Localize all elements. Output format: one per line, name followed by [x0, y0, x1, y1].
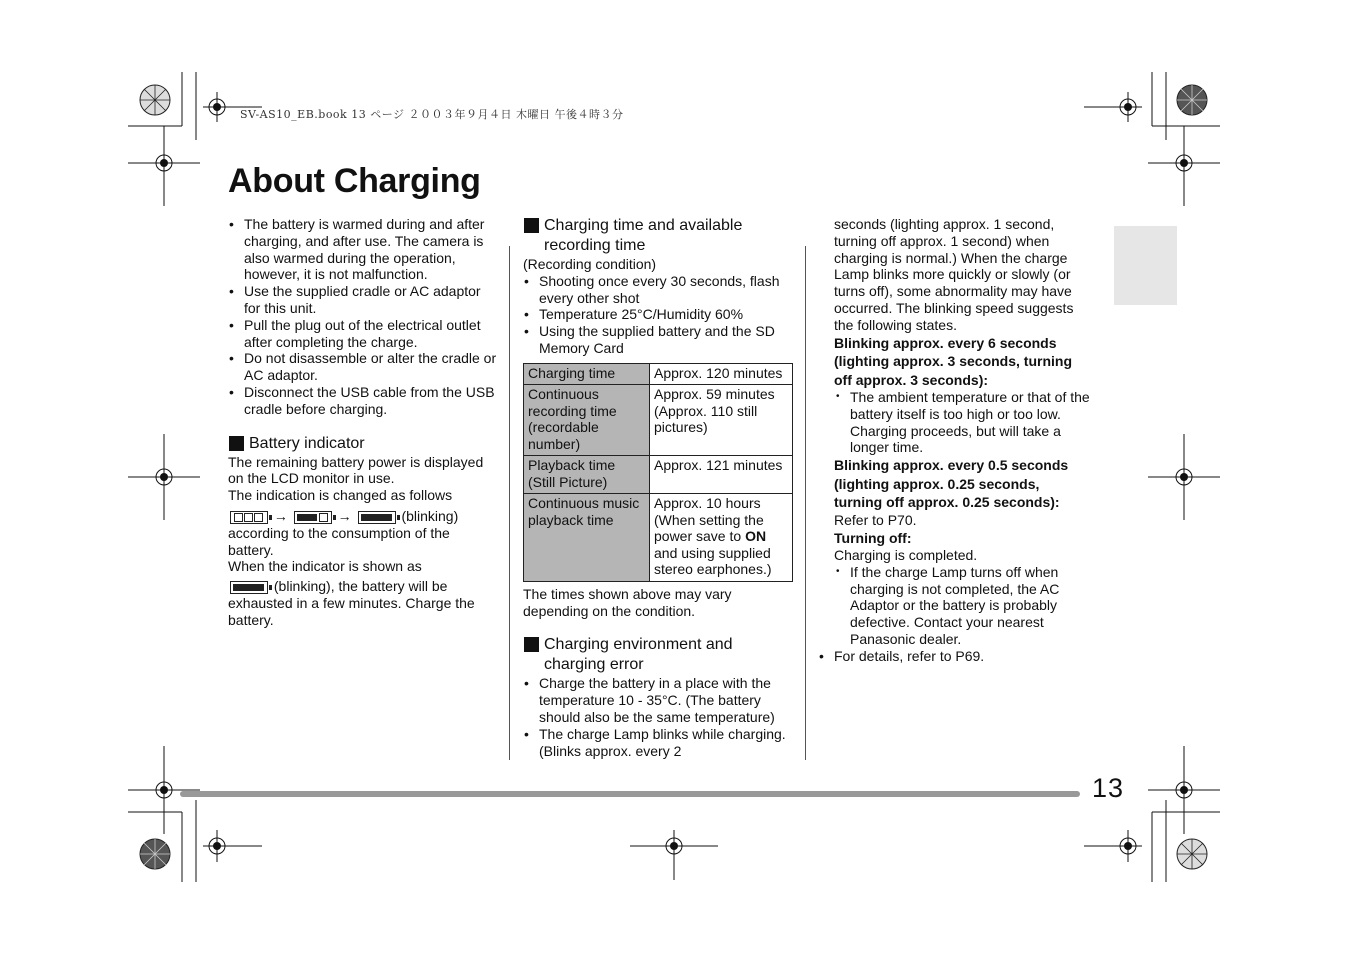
- table-row: [524, 385, 793, 456]
- page-number: 13: [1092, 773, 1125, 803]
- list-item: • Shooting once every 30 seconds, flash every other shot: [523, 273, 795, 307]
- list-item: • Use the supplied cradle or AC adaptor for this unit.: [228, 283, 498, 317]
- column-1: [228, 216, 498, 629]
- environment-list: [523, 675, 795, 759]
- blink-05s-heading: Blinking approx. every 0.5 seconds (lighting approx. 0.25 seconds, turning off approx. 0.25 seconds):: [834, 457, 1069, 511]
- precautions-list: [228, 216, 498, 418]
- section-square-icon: [229, 436, 244, 451]
- section-tab: [1114, 226, 1177, 305]
- battery-half-icon: [294, 511, 332, 524]
- footer-rule: [180, 791, 1080, 797]
- section-square-icon: [524, 218, 539, 233]
- table-cell-label: Playback time (Still Picture): [524, 456, 650, 494]
- table-cell-value: Approx. 10 hours (When setting the power save to ON and using supplied stereo earphones.): [650, 494, 793, 582]
- list-item: • Using the supplied battery and the SD Memory Card: [523, 323, 795, 357]
- blink-6s-list: [834, 389, 1090, 456]
- list-item: • If the charge Lamp turns off when charging is not completed, the AC Adaptor or the battery is probably defective. Contact your nearest Panasonic dealer.: [834, 564, 1090, 648]
- list-item: • The battery is warmed during and after charging, and after use. The camera is also warmed during the operation, however, it is not malfunction.: [228, 216, 498, 283]
- battery-low-icon: [358, 511, 396, 524]
- continued-paragraph: seconds (lighting approx. 1 second, turning off approx. 1 second) when charging is normal.) When the charge Lamp blinks more quickly or slowly (or turns off), some abnormality may have occurred. The blinking speed suggests the following states.: [834, 216, 1074, 333]
- battery-paragraph-3: according to the consumption of the battery.: [228, 524, 450, 558]
- list-item: • Temperature 25°C/Humidity 60%: [523, 306, 795, 323]
- list-item: • Charge the battery in a place with the temperature 10 - 35°C. (The battery should also be the same temperature): [523, 675, 795, 725]
- column-divider-2: [805, 246, 806, 760]
- table-cell-value: Approx. 59 minutes (Approx. 110 still pictures): [650, 385, 793, 456]
- charging-environment-heading: Charging environment and charging error: [523, 635, 795, 675]
- table-row: [524, 494, 793, 582]
- column-2: [523, 216, 795, 759]
- turning-off-text: Charging is completed.: [834, 547, 978, 564]
- battery-indicator-heading: Battery indicator: [228, 434, 498, 454]
- charging-time-heading: Charging time and available recording time: [523, 216, 795, 256]
- charging-time-table: [523, 363, 793, 582]
- details-list: [818, 648, 1090, 665]
- table-cell-label: Continuous recording time (recordable number): [524, 385, 650, 456]
- table-cell-value: Approx. 121 minutes: [650, 456, 793, 494]
- column-divider-1: [509, 246, 510, 760]
- table-cell-value: Approx. 120 minutes: [650, 363, 793, 385]
- table-row: [524, 456, 793, 494]
- table-cell-label: Continuous music playback time: [524, 494, 650, 582]
- list-item: • The ambient temperature or that of the battery itself is too high or too low. Charging proceeds, but will take a longer time.: [834, 389, 1090, 456]
- column-3: [834, 216, 1090, 665]
- battery-empty-icon: [230, 581, 268, 594]
- table-cell-label: Charging time: [524, 363, 650, 385]
- battery-paragraph-4: When the indicator is shown as: [228, 558, 422, 575]
- refer-p70: Refer to P70.: [834, 511, 917, 528]
- list-item: • The charge Lamp blinks while charging. (Blinks approx. every 2: [523, 726, 795, 760]
- recording-condition: (Recording condition): [523, 256, 657, 272]
- turning-off-heading: Turning off:: [834, 529, 912, 546]
- conditions-list: [523, 273, 795, 357]
- battery-paragraph-5: (blinking), the battery will be exhausted in a few minutes. Charge the battery.: [228, 578, 475, 628]
- blink-6s-heading: Blinking approx. every 6 seconds (lighting approx. 3 seconds, turning off approx. 3 seconds):: [834, 334, 1073, 388]
- battery-paragraph-2: The indication is changed as follows: [228, 487, 453, 504]
- times-note: The times shown above may vary depending on the condition.: [523, 585, 732, 619]
- list-item: • Pull the plug out of the electrical outlet after completing the charge.: [228, 317, 498, 351]
- list-item: • Do not disassemble or alter the cradle or AC adaptor.: [228, 350, 498, 384]
- section-square-icon: [524, 637, 539, 652]
- battery-full-icon: [230, 511, 268, 524]
- table-row: [524, 363, 793, 385]
- list-item: • For details, refer to P69.: [818, 648, 1090, 665]
- book-header-line: SV-AS10_EB.book 13 ページ ２００３年９月４日 木曜日 午後４時３分: [240, 108, 624, 121]
- page-title: About Charging: [228, 162, 481, 200]
- list-item: • Disconnect the USB cable from the USB cradle before charging.: [228, 384, 498, 418]
- turning-off-list: [834, 564, 1090, 648]
- battery-sequence: → → (blinking): [228, 508, 498, 525]
- battery-paragraph-1: The remaining battery power is displayed on the LCD monitor in use.: [228, 453, 484, 487]
